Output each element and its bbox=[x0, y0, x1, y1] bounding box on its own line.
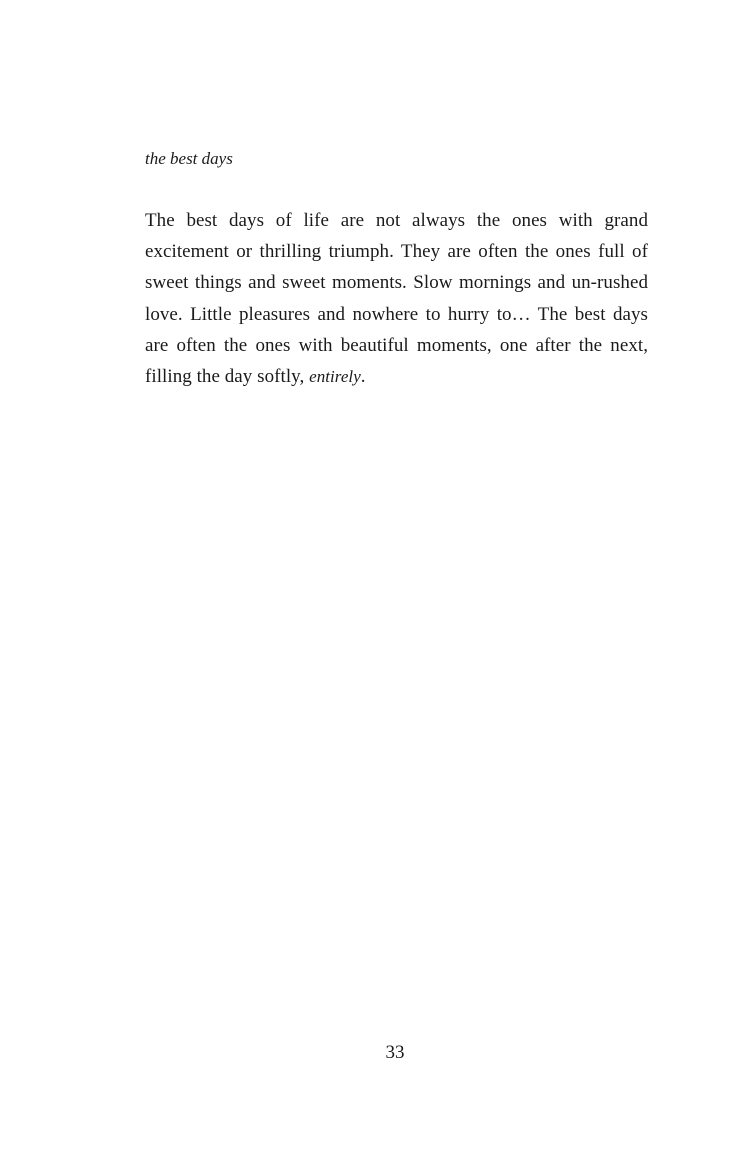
page-number: 33 bbox=[385, 1042, 405, 1063]
emphasized-word: entirely bbox=[309, 367, 361, 387]
paragraph-text: The best days of life are not always the ones with grand excitement or thrilling triumph. They are often the ones full of sweet things and sweet moments. Slow mornings and un-rushed love. Little pleasures and nowhere to hurry to… The best days are often the ones with beautiful moments, one after the next, filling the day softly, bbox=[145, 210, 648, 388]
paragraph-ending: . bbox=[360, 366, 366, 388]
body-paragraph bbox=[145, 205, 648, 392]
section-title: the best days bbox=[145, 149, 233, 168]
